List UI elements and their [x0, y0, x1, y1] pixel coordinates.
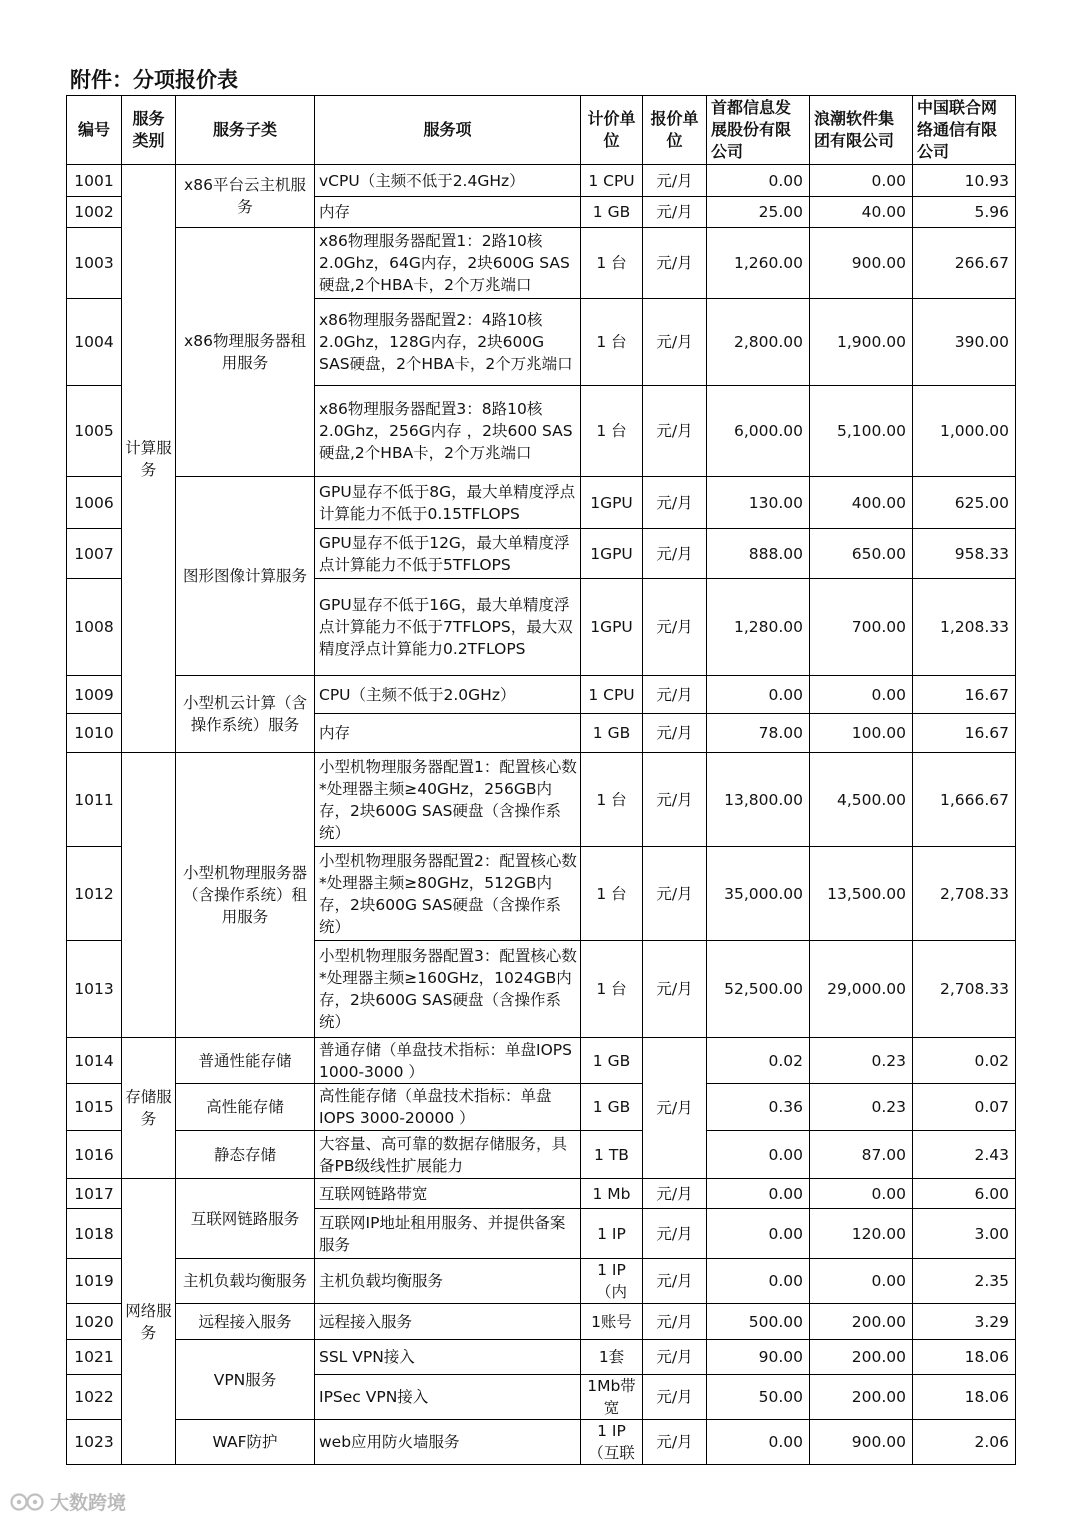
service-item: x86物理服务器配置2：4路10核2.0Ghz，128G内存，2块600G SAS硬盘，2个HBA卡，2个万兆端口 [315, 299, 581, 386]
row-no: 1016 [67, 1131, 122, 1179]
service-item: CPU（主频不低于2.0GHz） [315, 676, 581, 714]
row-no: 1002 [67, 197, 122, 228]
price-unit: 元/月 [643, 1420, 707, 1465]
table-row [67, 1304, 1016, 1340]
price-vendor-2: 200.00 [810, 1340, 913, 1375]
price-unit: 元/月 [643, 1375, 707, 1420]
document-title: 附件：分项报价表 [70, 68, 238, 92]
price-vendor-1: 1,260.00 [707, 228, 810, 299]
header-no: 编号 [67, 96, 122, 165]
table-row [67, 228, 1016, 299]
price-vendor-2: 5,100.00 [810, 386, 913, 477]
header-subcategory: 服务子类 [176, 96, 315, 165]
row-no: 1007 [67, 529, 122, 579]
service-item: SSL VPN接入 [315, 1340, 581, 1375]
price-vendor-1: 35,000.00 [707, 847, 810, 941]
price-unit: 元/月 [643, 165, 707, 197]
price-vendor-3: 18.06 [913, 1340, 1016, 1375]
price-unit: 元/月 [643, 1209, 707, 1259]
price-vendor-3: 18.06 [913, 1375, 1016, 1420]
subcategory-minicomputer-cloud: 小型机云计算（含操作系统）服务 [176, 676, 315, 753]
service-item: GPU显存不低于16G，最大单精度浮点计算能力不低于7TFLOPS，最大双精度浮点计算能力0.2TFLOPS [315, 579, 581, 676]
price-vendor-2: 29,000.00 [810, 941, 913, 1038]
row-no: 1008 [67, 579, 122, 676]
price-vendor-1: 78.00 [707, 714, 810, 753]
unit: 1 台 [581, 847, 643, 941]
price-vendor-3: 266.67 [913, 228, 1016, 299]
service-item: 互联网链路带宽 [315, 1179, 581, 1209]
price-vendor-2: 1,900.00 [810, 299, 913, 386]
row-no: 1011 [67, 753, 122, 847]
price-vendor-3: 5.96 [913, 197, 1016, 228]
table-row [67, 1038, 1016, 1084]
service-item: 内存 [315, 197, 581, 228]
price-unit: 元/月 [643, 228, 707, 299]
unit: 1 IP（内 [581, 1259, 643, 1304]
service-item: 内存 [315, 714, 581, 753]
price-vendor-1: 0.00 [707, 1259, 810, 1304]
row-no: 1023 [67, 1420, 122, 1465]
table-row [67, 1259, 1016, 1304]
service-item: x86物理服务器配置3：8路10核2.0Ghz，256G内存 ，2块600 SAS硬盘,2个HBA卡，2个万兆端口 [315, 386, 581, 477]
unit: 1 GB [581, 714, 643, 753]
table-row [67, 1340, 1016, 1375]
row-no: 1020 [67, 1304, 122, 1340]
price-vendor-1: 2,800.00 [707, 299, 810, 386]
price-unit: 元/月 [643, 386, 707, 477]
unit: 1 台 [581, 386, 643, 477]
price-vendor-1: 50.00 [707, 1375, 810, 1420]
service-item: IPSec VPN接入 [315, 1375, 581, 1420]
price-vendor-3: 0.07 [913, 1084, 1016, 1131]
category-storage: 存储服务 [122, 1038, 176, 1179]
price-vendor-2: 900.00 [810, 1420, 913, 1465]
row-no: 1021 [67, 1340, 122, 1375]
row-no: 1001 [67, 165, 122, 197]
price-vendor-1: 52,500.00 [707, 941, 810, 1038]
price-vendor-1: 1,280.00 [707, 579, 810, 676]
header-price-unit: 报价单位 [643, 96, 707, 165]
header-unit: 计价单位 [581, 96, 643, 165]
price-vendor-1: 130.00 [707, 477, 810, 529]
service-item: GPU显存不低于12G，最大单精度浮点计算能力不低于5TFLOPS [315, 529, 581, 579]
service-item: 小型机物理服务器配置1：配置核心数*处理器主频≥40GHz，256GB内存，2块600G SAS硬盘（含操作系统） [315, 753, 581, 847]
price-vendor-2: 13,500.00 [810, 847, 913, 941]
row-no: 1004 [67, 299, 122, 386]
table-row [67, 477, 1016, 529]
row-no: 1019 [67, 1259, 122, 1304]
row-no: 1018 [67, 1209, 122, 1259]
table-row [67, 1179, 1016, 1209]
row-no: 1015 [67, 1084, 122, 1131]
watermark-text: 大数跨境 [50, 1492, 127, 1514]
category-network: 网络服务 [122, 1179, 176, 1465]
price-vendor-2: 0.23 [810, 1038, 913, 1084]
price-vendor-1: 0.02 [707, 1038, 810, 1084]
price-vendor-2: 400.00 [810, 477, 913, 529]
price-vendor-1: 0.00 [707, 1179, 810, 1209]
service-item: 主机负载均衡服务 [315, 1259, 581, 1304]
price-vendor-2: 120.00 [810, 1209, 913, 1259]
price-vendor-1: 6,000.00 [707, 386, 810, 477]
unit: 1 TB [581, 1131, 643, 1179]
unit: 1 Mb [581, 1179, 643, 1209]
price-vendor-2: 200.00 [810, 1375, 913, 1420]
price-vendor-2: 650.00 [810, 529, 913, 579]
unit: 1 GB [581, 1084, 643, 1131]
price-vendor-3: 0.02 [913, 1038, 1016, 1084]
unit: 1 CPU [581, 676, 643, 714]
table-row [67, 753, 1016, 847]
header-category: 服务类别 [122, 96, 176, 165]
row-no: 1014 [67, 1038, 122, 1084]
row-no: 1006 [67, 477, 122, 529]
price-vendor-2: 0.00 [810, 676, 913, 714]
unit: 1 台 [581, 299, 643, 386]
price-unit: 元/月 [643, 714, 707, 753]
price-vendor-3: 10.93 [913, 165, 1016, 197]
service-item: x86物理服务器配置1：2路10核2.0Ghz，64G内存，2块600G SAS硬盘,2个HBA卡，2个万兆端口 [315, 228, 581, 299]
service-item: 高性能存储（单盘技术指标：单盘IOPS 3000-20000 ） [315, 1084, 581, 1131]
unit: 1Mb带宽 [581, 1375, 643, 1420]
price-vendor-2: 0.23 [810, 1084, 913, 1131]
row-no: 1017 [67, 1179, 122, 1209]
service-item: 大容量、高可靠的数据存储服务，具备PB级线性扩展能力 [315, 1131, 581, 1179]
price-vendor-3: 1,000.00 [913, 386, 1016, 477]
unit: 1套 [581, 1340, 643, 1375]
price-vendor-3: 6.00 [913, 1179, 1016, 1209]
subcategory-graphics: 图形图像计算服务 [176, 477, 315, 676]
unit: 1GPU [581, 529, 643, 579]
subcategory-static-storage: 静态存储 [176, 1131, 315, 1179]
price-vendor-3: 16.67 [913, 676, 1016, 714]
unit: 1 IP [581, 1209, 643, 1259]
subcategory-remote-access: 远程接入服务 [176, 1304, 315, 1340]
table-row [67, 676, 1016, 714]
price-vendor-3: 2,708.33 [913, 941, 1016, 1038]
price-vendor-3: 2.35 [913, 1259, 1016, 1304]
table-row [67, 1420, 1016, 1465]
price-vendor-1: 25.00 [707, 197, 810, 228]
price-unit: 元/月 [643, 1259, 707, 1304]
unit: 1GPU [581, 477, 643, 529]
unit: 1 台 [581, 941, 643, 1038]
price-vendor-3: 16.67 [913, 714, 1016, 753]
unit: 1GPU [581, 579, 643, 676]
price-vendor-1: 0.00 [707, 1131, 810, 1179]
price-vendor-2: 0.00 [810, 1259, 913, 1304]
price-vendor-2: 100.00 [810, 714, 913, 753]
unit: 1 CPU [581, 165, 643, 197]
price-unit: 元/月 [643, 676, 707, 714]
category-blank-cell [122, 753, 176, 1038]
price-vendor-2: 900.00 [810, 228, 913, 299]
price-unit-merged: 元/月 [643, 1038, 707, 1179]
header-vendor-2: 浪潮软件集团有限公司 [810, 96, 913, 165]
subcategory-load-balancer: 主机负载均衡服务 [176, 1259, 315, 1304]
table-row [67, 1084, 1016, 1131]
price-vendor-3: 1,666.67 [913, 753, 1016, 847]
subcategory-vpn: VPN服务 [176, 1340, 315, 1420]
table-row [67, 165, 1016, 197]
price-vendor-1: 0.00 [707, 1420, 810, 1465]
price-vendor-3: 2.43 [913, 1131, 1016, 1179]
price-unit: 元/月 [643, 477, 707, 529]
subcategory-minicomputer-physical: 小型机物理服务器（含操作系统）租用服务 [176, 753, 315, 1038]
price-vendor-3: 625.00 [913, 477, 1016, 529]
price-vendor-3: 958.33 [913, 529, 1016, 579]
row-no: 1013 [67, 941, 122, 1038]
price-unit: 元/月 [643, 1179, 707, 1209]
subcategory-standard-storage: 普通性能存储 [176, 1038, 315, 1084]
service-item: GPU显存不低于8G，最大单精度浮点计算能力不低于0.15TFLOPS [315, 477, 581, 529]
service-item: 远程接入服务 [315, 1304, 581, 1340]
header-vendor-3: 中国联合网络通信有限公司 [913, 96, 1016, 165]
service-item: 小型机物理服务器配置3：配置核心数*处理器主频≥160GHz，1024GB内存，2块600G SAS硬盘（含操作系统） [315, 941, 581, 1038]
price-vendor-1: 0.00 [707, 1209, 810, 1259]
subcategory-high-perf-storage: 高性能存储 [176, 1084, 315, 1131]
service-item: vCPU（主频不低于2.4GHz） [315, 165, 581, 197]
price-unit: 元/月 [643, 941, 707, 1038]
price-unit: 元/月 [643, 197, 707, 228]
price-vendor-3: 1,208.33 [913, 579, 1016, 676]
price-vendor-3: 3.29 [913, 1304, 1016, 1340]
price-vendor-1: 888.00 [707, 529, 810, 579]
service-item: web应用防火墙服务 [315, 1420, 581, 1465]
subcategory-x86-cloud: x86平台云主机服务 [176, 165, 315, 228]
service-item: 普通存储（单盘技术指标：单盘IOPS 1000-3000 ） [315, 1038, 581, 1084]
header-row [67, 96, 1016, 165]
price-vendor-3: 390.00 [913, 299, 1016, 386]
service-item: 互联网IP地址租用服务、并提供备案服务 [315, 1209, 581, 1259]
price-unit: 元/月 [643, 299, 707, 386]
watermark [10, 1488, 126, 1515]
row-no: 1003 [67, 228, 122, 299]
row-no: 1010 [67, 714, 122, 753]
category-compute: 计算服务 [122, 165, 176, 753]
price-unit: 元/月 [643, 847, 707, 941]
price-vendor-2: 200.00 [810, 1304, 913, 1340]
subcategory-internet-link: 互联网链路服务 [176, 1179, 315, 1259]
price-vendor-3: 2,708.33 [913, 847, 1016, 941]
quote-table [66, 95, 1016, 1465]
unit: 1 GB [581, 1038, 643, 1084]
row-no: 1005 [67, 386, 122, 477]
price-vendor-2: 700.00 [810, 579, 913, 676]
price-unit: 元/月 [643, 529, 707, 579]
unit: 1 GB [581, 197, 643, 228]
price-unit: 元/月 [643, 1340, 707, 1375]
subcategory-waf: WAF防护 [176, 1420, 315, 1465]
table-row [67, 1131, 1016, 1179]
price-vendor-1: 0.36 [707, 1084, 810, 1131]
unit: 1 台 [581, 228, 643, 299]
service-item: 小型机物理服务器配置2：配置核心数*处理器主频≥80GHz，512GB内存，2块600G SAS硬盘（含操作系统） [315, 847, 581, 941]
price-vendor-1: 90.00 [707, 1340, 810, 1375]
price-vendor-1: 0.00 [707, 165, 810, 197]
price-vendor-1: 0.00 [707, 676, 810, 714]
row-no: 1012 [67, 847, 122, 941]
price-vendor-1: 13,800.00 [707, 753, 810, 847]
price-unit: 元/月 [643, 753, 707, 847]
row-no: 1022 [67, 1375, 122, 1420]
price-unit: 元/月 [643, 1304, 707, 1340]
subcategory-x86-physical: x86物理服务器租用服务 [176, 228, 315, 477]
price-vendor-3: 3.00 [913, 1209, 1016, 1259]
price-unit: 元/月 [643, 579, 707, 676]
price-vendor-2: 0.00 [810, 1179, 913, 1209]
unit: 1 IP（互联 [581, 1420, 643, 1465]
price-vendor-2: 40.00 [810, 197, 913, 228]
unit: 1 台 [581, 753, 643, 847]
price-vendor-1: 500.00 [707, 1304, 810, 1340]
price-vendor-2: 4,500.00 [810, 753, 913, 847]
price-vendor-2: 0.00 [810, 165, 913, 197]
header-item: 服务项 [315, 96, 581, 165]
price-vendor-2: 87.00 [810, 1131, 913, 1179]
row-no: 1009 [67, 676, 122, 714]
header-vendor-1: 首都信息发展股份有限公司 [707, 96, 810, 165]
unit: 1账号 [581, 1304, 643, 1340]
price-vendor-3: 2.06 [913, 1420, 1016, 1465]
brand-logo-icon [10, 1491, 44, 1513]
